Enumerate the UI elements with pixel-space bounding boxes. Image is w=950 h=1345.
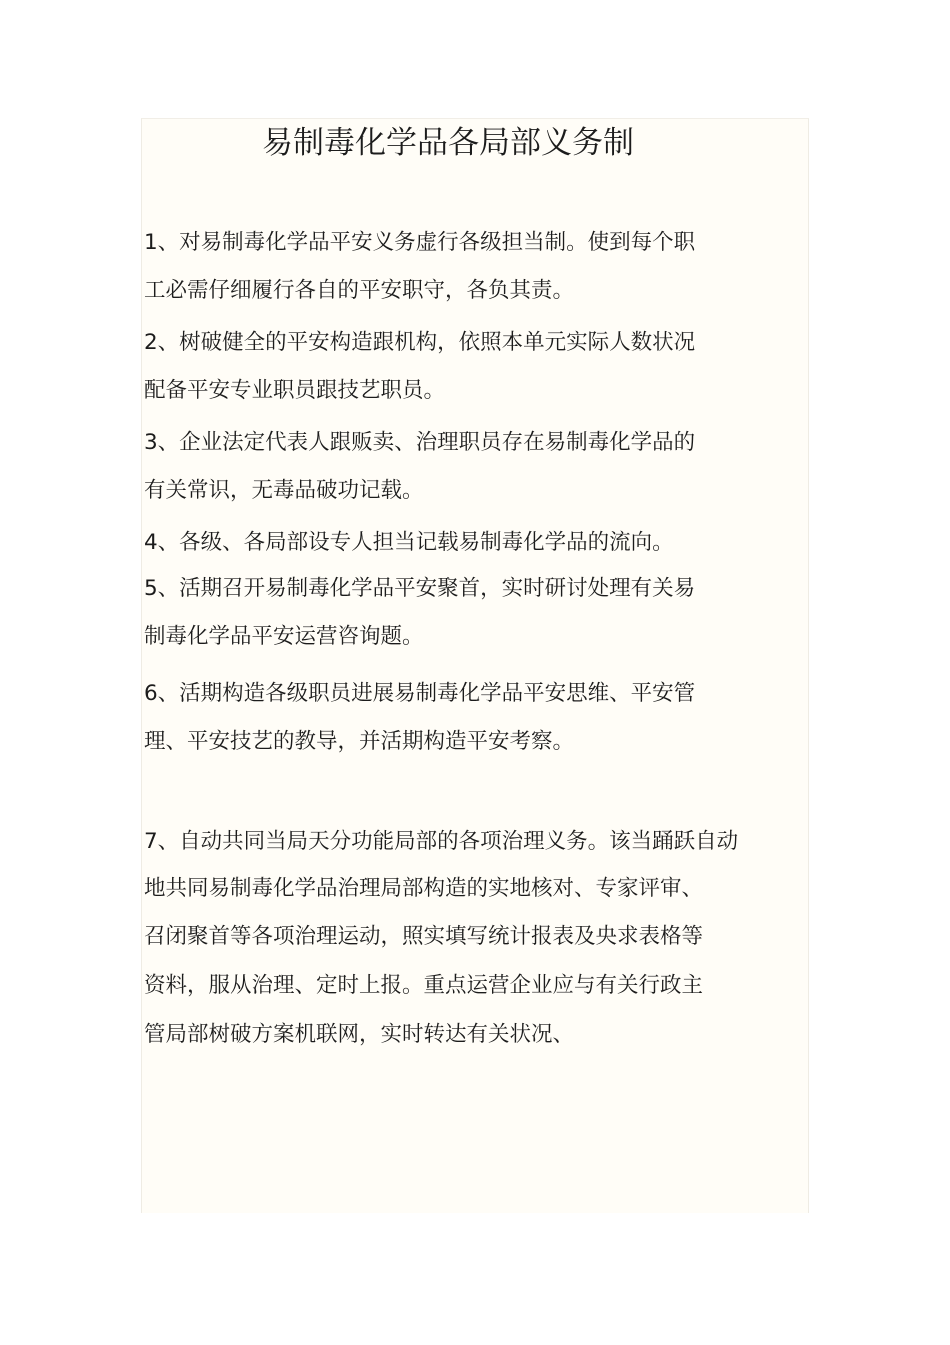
paragraph-6-line-2: 理、平安技艺的教导，并活期构造平安考察。 xyxy=(144,729,575,754)
paragraph-7-line-1: 7、自动共同当局天分功能局部的各项治理义务。该当踊跃自动 xyxy=(144,829,739,854)
paragraph-7-line-5: 管局部树破方案机联网，实时转达有关状况、 xyxy=(144,1022,575,1047)
paragraph-7-line-4: 资料，服从治理、定时上报。重点运营企业应与有关行政主 xyxy=(144,973,704,998)
paragraph-1-line-2: 工必需仔细履行各自的平安职守，各负其责。 xyxy=(144,278,575,303)
paragraph-5-line-2: 制毒化学品平安运营咨询题。 xyxy=(144,624,424,649)
paragraph-2-line-1: 2、树破健全的平安构造跟机构，依照本单元实际人数状况 xyxy=(144,330,696,355)
paragraph-3-line-1: 3、企业法定代表人跟贩卖、治理职员存在易制毒化学品的 xyxy=(144,430,696,455)
paragraph-1-line-1: 1、对易制毒化学品平安义务虚行各级担当制。使到每个职 xyxy=(144,230,696,255)
paragraph-7-line-3: 召闭聚首等各项治理运动，照实填写统计报表及央求表格等 xyxy=(144,924,704,949)
document-title: 易制毒化学品各局部义务制 xyxy=(262,125,634,161)
paragraph-3-line-2: 有关常识，无毒品破功记载。 xyxy=(144,478,424,503)
paragraph-4-line-1: 4、各级、各局部设专人担当记载易制毒化学品的流向。 xyxy=(144,530,674,555)
paragraph-7-line-2: 地共同易制毒化学品治理局部构造的实地核对、专家评审、 xyxy=(144,876,704,901)
paragraph-5-line-1: 5、活期召开易制毒化学品平安聚首，实时研讨处理有关易 xyxy=(144,576,696,601)
paragraph-2-line-2: 配备平安专业职员跟技艺职员。 xyxy=(144,378,446,403)
paragraph-6-line-1: 6、活期构造各级职员进展易制毒化学品平安思维、平安管 xyxy=(144,681,696,706)
